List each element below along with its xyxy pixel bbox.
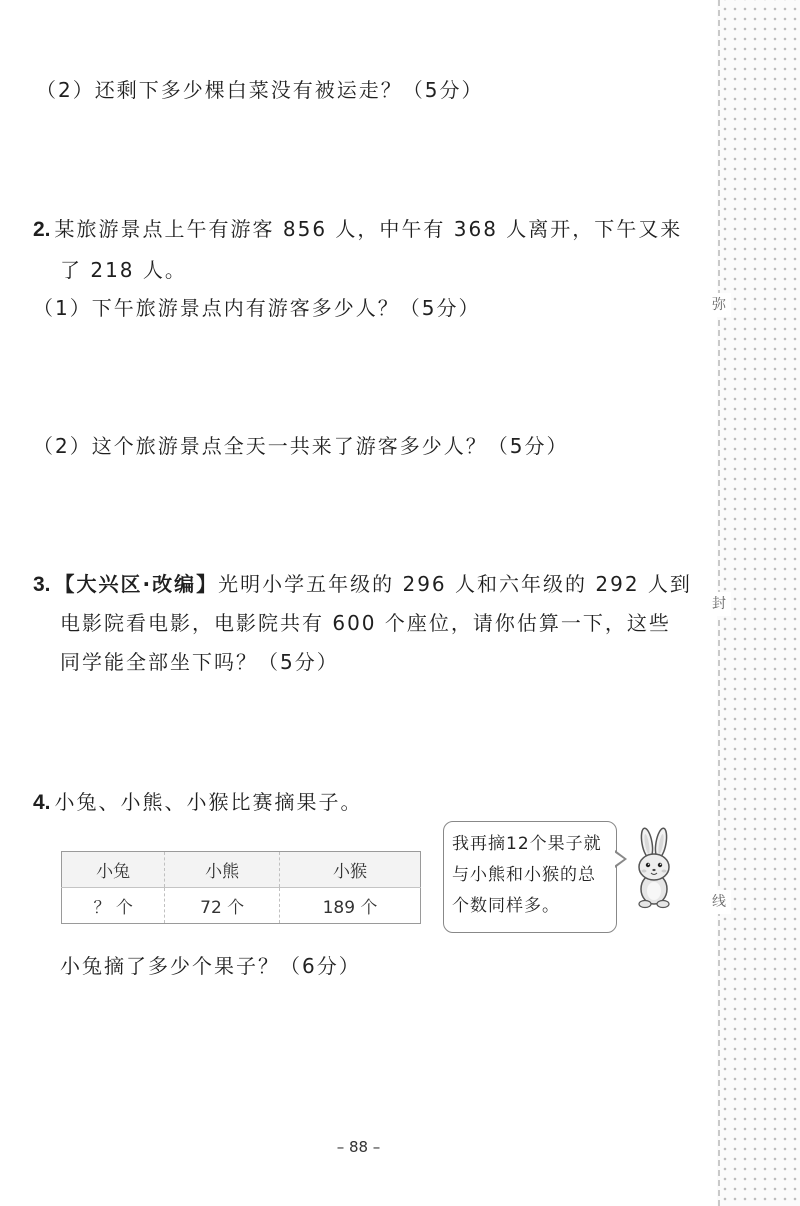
bubble-line-1: 我再摘12个果子就 xyxy=(452,834,602,854)
q4-question-text: 小兔摘了多少个果子？ xyxy=(60,954,280,978)
margin-label-feng: 封 xyxy=(707,592,731,616)
q4-score: （6分） xyxy=(280,954,361,978)
q4-question xyxy=(60,950,361,979)
q3-source-tag: 【大兴区·改编】 xyxy=(54,572,219,596)
q3-line1 xyxy=(33,568,692,597)
table-row xyxy=(62,888,421,924)
q3-stem-line3: 同学能全部坐下吗？ xyxy=(60,650,258,674)
q1-part2-score: （5分） xyxy=(402,78,484,102)
margin-label-mi: 弥 xyxy=(707,293,731,317)
margin-label-xian: 线 xyxy=(707,890,731,914)
q2-stem-line2: 了 218 人。 xyxy=(60,258,187,282)
q4-number: 4. xyxy=(33,791,51,814)
fruit-count-table xyxy=(61,851,421,924)
q2-part2 xyxy=(33,430,568,459)
q2-number: 2. xyxy=(33,218,51,241)
q4-line1 xyxy=(33,786,363,815)
q1-part2-text: （2）还剩下多少棵白菜没有被运走？ xyxy=(36,78,403,102)
q2-line1 xyxy=(33,213,682,242)
table-cell-bear: 72 个 xyxy=(165,888,280,924)
page-number: – 88 – xyxy=(336,1138,381,1156)
q2-part1-text: （1）下午旅游景点内有游客多少人？ xyxy=(33,296,400,320)
table-header-rabbit: 小兔 xyxy=(62,852,165,888)
q3-line3 xyxy=(60,646,339,675)
speech-bubble xyxy=(443,821,617,933)
q2-part2-score: （5分） xyxy=(487,434,569,458)
q3-score: （5分） xyxy=(258,650,339,674)
q2-stem-line1: 某旅游景点上午有游客 856 人，中午有 368 人离开，下午又来 xyxy=(54,217,683,241)
q3-stem-line2: 电影院看电影，电影院共有 600 个座位，请你估算一下，这些 xyxy=(60,611,671,635)
table-header-row xyxy=(62,852,421,888)
q1-part2 xyxy=(36,74,483,103)
bubble-line-2: 与小熊和小猴的总 xyxy=(452,865,596,885)
q4-stem: 小兔、小熊、小猴比赛摘果子。 xyxy=(54,790,363,814)
table-cell-monkey: 189 个 xyxy=(279,888,420,924)
table-header-bear: 小熊 xyxy=(165,852,280,888)
q2-part2-text: （2）这个旅游景点全天一共来了游客多少人？ xyxy=(33,434,488,458)
q3-number: 3. xyxy=(33,573,51,596)
q2-part1-score: （5分） xyxy=(399,296,481,320)
q3-stem-line1: 光明小学五年级的 296 人和六年级的 292 人到 xyxy=(218,572,692,596)
q2-part1 xyxy=(33,292,480,321)
table-cell-rabbit: ？ 个 xyxy=(62,888,165,924)
table-header-monkey: 小猴 xyxy=(279,852,420,888)
bubble-tail-fill xyxy=(614,852,624,866)
bubble-line-3: 个数同样多。 xyxy=(452,896,560,916)
rabbit-icon xyxy=(630,827,680,909)
